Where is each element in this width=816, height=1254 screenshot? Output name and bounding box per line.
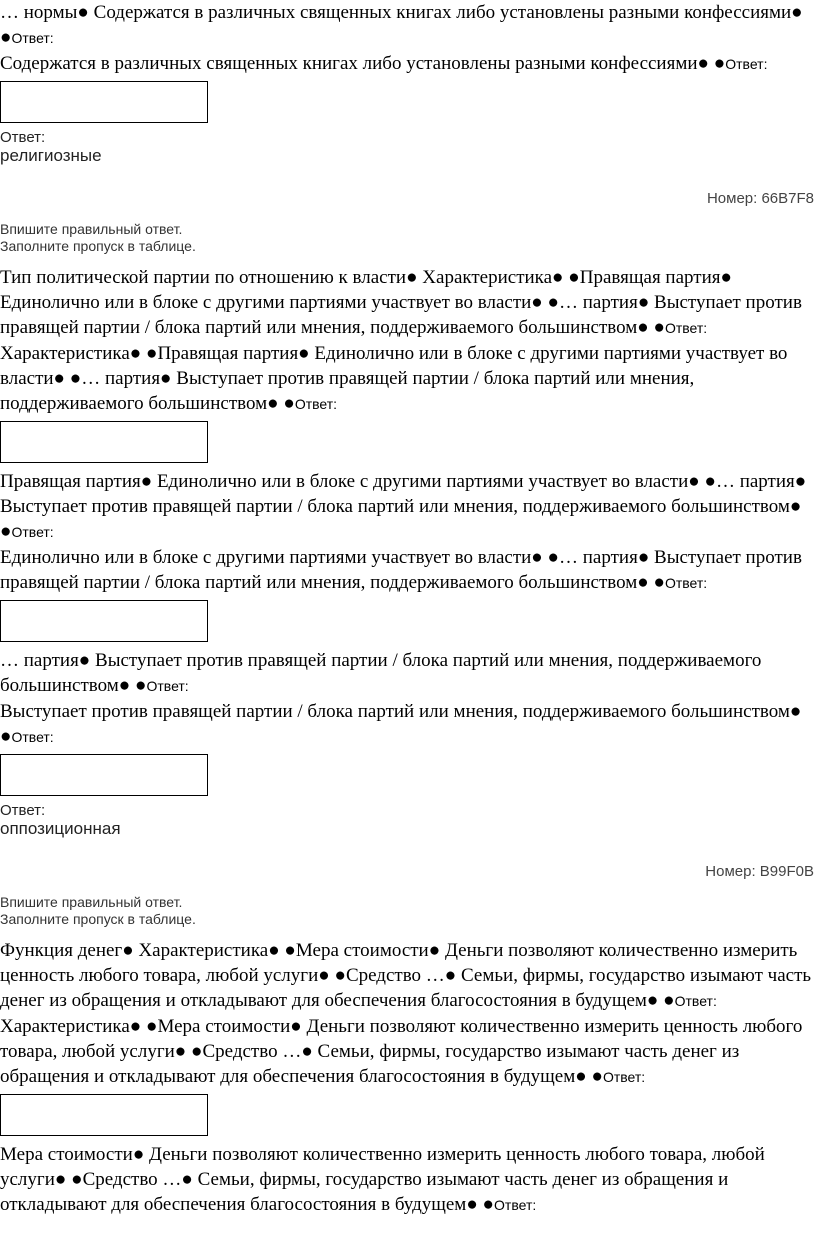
question-text [0,51,816,77]
answer-inline-label: Ответ: [11,729,54,745]
answer-input-box[interactable] [0,81,208,123]
question-text [0,545,816,596]
answer-inline-label: Ответ: [11,524,54,540]
question-body: Тип политической партии по отношению к власти● Характеристика● ●Правящая партия● Единолично или в блоке с другими партиями участвует во власти● ●… партия● Выступает против правящей партии / блока партий или мнения, поддерживаемого большинством● ● [0,267,802,338]
instruction-text: Впишите правильный ответ. [0,894,183,910]
question-text [0,699,816,750]
question-body: Правящая партия● Единолично или в блоке с другими партиями участвует во власти● ●… партия● Выступает против правящей партии / блока партий или мнения, поддерживаемого большинством● ● [0,471,807,542]
answer-inline-label: Ответ: [146,678,189,694]
answer-input-box[interactable] [0,421,208,463]
question-text [0,648,816,699]
question-text [0,1142,816,1218]
question-body: … нормы● Содержатся в различных священных книгах либо установлены разными конфессиями● ● [0,2,803,48]
instruction-text: Заполните пропуск в таблице. [0,238,196,254]
answer-inline-label: Ответ: [294,396,338,412]
answer-inline-label: Ответ: [664,575,708,591]
question-text [0,0,816,51]
question-body: Характеристика● ●Правящая партия● Единолично или в блоке с другими партиями участвует во власти● ●… партия● Выступает против правящей партии / блока партий или мнения, поддерживаемого большинством● ● [0,343,788,414]
question-body: Содержатся в различных священных книгах либо установлены разными конфессиями● ● [0,53,726,74]
instruction-text: Заполните пропуск в таблице. [0,911,196,927]
answer-inline-label: Ответ: [602,1069,646,1085]
question-text [0,938,816,1014]
correct-answer: оппозиционная [0,819,121,838]
answer-input-box[interactable] [0,754,208,796]
question-text [0,265,816,341]
answer-inline-label: Ответ: [664,320,708,336]
answer-input-box[interactable] [0,600,208,642]
answer-input-box[interactable] [0,1094,208,1136]
answer-inline-label: Ответ: [494,1197,537,1213]
answer-inline-label: Ответ: [11,30,54,46]
answer-label: Ответ: [0,802,46,819]
question-text [0,469,816,545]
correct-answer: религиозные [0,146,102,165]
question-text [0,341,816,417]
question-body: Мера стоимости● Деньги позволяют количественно измерить ценность любого товара, любой услуги● ●Средство …● Семьи, фирмы, государство изымают часть денег из обращения и откладывают для обеспечения благосостояния в будущем● ● [0,1144,765,1215]
question-body: … партия● Выступает против правящей партии / блока партий или мнения, поддерживаемого большинством● ● [0,650,762,696]
question-body: Функция денег● Характеристика● ●Мера стоимости● Деньги позволяют количественно измерить ценность любого товара, любой услуги● ●Средство …● Семьи, фирмы, государство изымают часть денег из обращения и откладывают для обеспечения благосостояния в будущем● ● [0,940,812,1011]
answer-inline-label: Ответ: [674,993,717,1009]
answer-inline-label: Ответ: [725,56,768,72]
question-number: Номер: 66B7F8 [706,190,814,207]
question-body: Выступает против правящей партии / блока партий или мнения, поддерживаемого большинством● ● [0,701,802,747]
instruction-text: Впишите правильный ответ. [0,221,183,237]
question-text [0,1014,816,1090]
answer-label: Ответ: [0,129,46,146]
question-body: Единолично или в блоке с другими партиями участвует во власти● ●… партия● Выступает против правящей партии / блока партий или мнения, поддерживаемого большинством● ● [0,547,802,593]
question-body: Характеристика● ●Мера стоимости● Деньги позволяют количественно измерить ценность любого товара, любой услуги● ●Средство …● Семьи, фирмы, государство изымают часть денег из обращения и откладывают для обеспечения благосостояния в будущем● ● [0,1016,803,1087]
question-number: Номер: B99F0B [705,863,814,880]
